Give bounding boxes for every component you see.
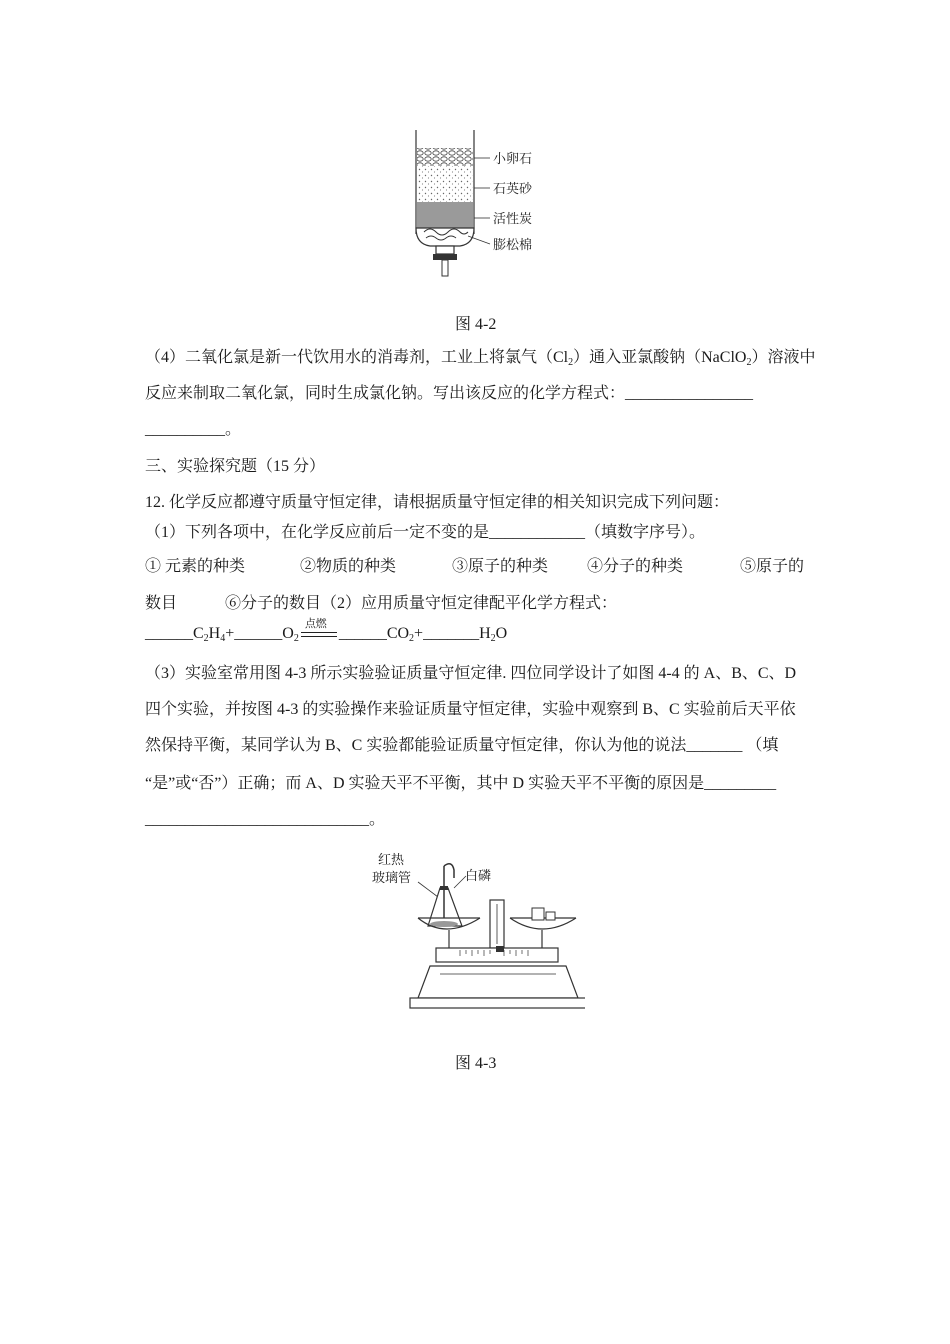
q4-line1: （4）二氧化氯是新一代饮用水的消毒剂，工业上将氯气$(Cl_2)$通入亚氯酸钠（NaClO$_2$）溶液中: [145, 349, 816, 368]
label-glass-tube: 玻璃管: [372, 871, 412, 886]
label-white-phosphorus: 白磷: [465, 869, 492, 884]
q12-part3-line2: 四个实验，并按图 4-3 的实验操作来验证质量守恒定律，实验中观察到 B、C 实验前后天平依: [145, 701, 796, 718]
q12-part3-line3: 然保持平衡，某同学认为 B、C 实验都能验证质量守恒定律，你认为他的说法_______ （填: [145, 737, 779, 754]
q12-options-cont: 数目 ⑥分子的数目（2）应用质量守恒定律配平化学方程式：: [145, 595, 618, 612]
label-pebble: 小卵石: [493, 152, 533, 167]
label-activated-carbon: 活性炭: [493, 212, 533, 227]
q12-intro: 12. 化学反应都遵守质量守恒定律，请根据质量守恒定律的相关知识完成下列问题：: [145, 494, 730, 511]
balance-equation: $\_\_\_\_\_\_C_2H_4+\_\_\_\_\_\_O_2$ 点燃 $\_\_\_\_\_\_CO_2+\_\_\_\_\_\_\_H_2O$: [145, 618, 508, 644]
section-heading: 三、实验探究题（15 分）: [145, 458, 326, 475]
q12-part3-line5: ____________________________。: [145, 811, 386, 828]
label-quartz-sand: 石英砂: [493, 182, 533, 197]
q12-part3-line4: “是”或“否”）正确；而 A、D 实验天平不平衡，其中 D 实验天平不平衡的原因是_________: [145, 775, 777, 792]
label-cotton: 膨松棉: [493, 238, 533, 253]
q4-line3: __________。: [145, 421, 242, 438]
q12-part1: （1）下列各项中，在化学反应前后一定不变的是____________（填数字序号）。: [145, 524, 706, 541]
reaction-condition: 点燃: [299, 627, 339, 641]
figure-caption-4-2: 图 4-2: [455, 316, 497, 333]
figure-caption-4-3: 图 4-3: [455, 1055, 497, 1072]
balance-figure: [370, 848, 585, 1018]
water-filter-figure: [400, 126, 560, 286]
q12-part3-line1: （3）实验室常用图 4-3 所示实验验证质量守恒定律. 四位同学设计了如图 4-4 的 A、B、C、D: [145, 665, 797, 682]
label-red-hot: 红热: [378, 853, 405, 868]
q4-line2: 反应来制取二氧化氯，同时生成氯化钠。写出该反应的化学方程式：________________: [145, 385, 754, 402]
